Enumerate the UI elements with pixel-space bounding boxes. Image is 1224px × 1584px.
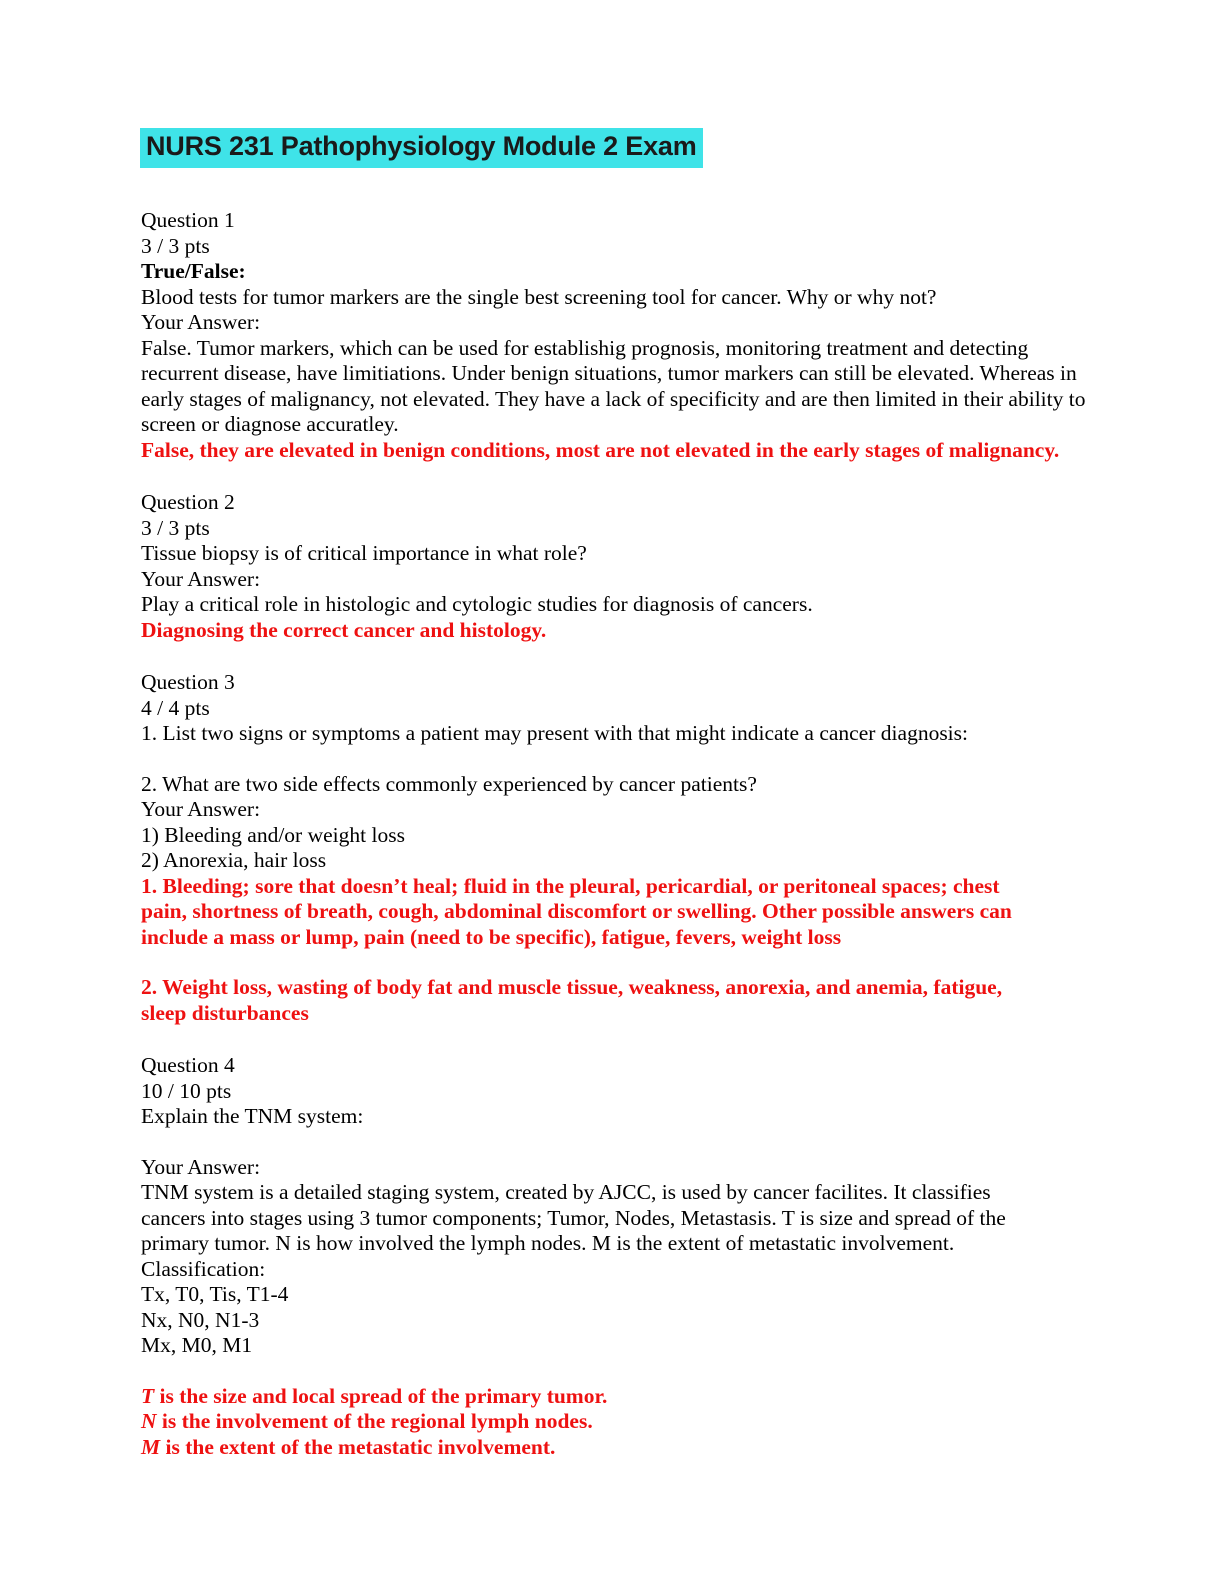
question-4-classification-m: Mx, M0, M1 bbox=[141, 1333, 253, 1357]
spacer bbox=[141, 950, 1061, 975]
question-3-number: Question 3 bbox=[141, 670, 235, 694]
question-1-correct-answer: False, they are elevated in benign conditions, most are not elevated in the early stages of malignancy. bbox=[141, 437, 1060, 462]
question-3-points: 4 / 4 pts bbox=[141, 695, 210, 720]
question-4-correct-answer-m bbox=[141, 1435, 1061, 1461]
question-3-student-answer-2: 2) Anorexia, hair loss bbox=[141, 848, 327, 872]
question-block-4 bbox=[141, 1053, 1061, 1460]
question-4-classification-n: Nx, N0, N1-3 bbox=[141, 1307, 260, 1332]
document-body bbox=[141, 208, 1086, 1460]
spacer bbox=[141, 747, 1061, 772]
question-1-number: Question 1 bbox=[141, 208, 235, 232]
tnm-m-letter: M bbox=[141, 1434, 161, 1459]
question-block-2 bbox=[141, 490, 1061, 643]
tnm-t-text: is the size and local spread of the primary tumor. bbox=[154, 1383, 608, 1408]
spacer bbox=[141, 643, 1061, 670]
tnm-t-letter: T bbox=[141, 1383, 155, 1408]
question-1-points: 3 / 3 pts bbox=[141, 233, 210, 258]
spacer bbox=[141, 1130, 1061, 1155]
question-block-1 bbox=[141, 208, 1086, 463]
question-3-correct-answer-2: 2. Weight loss, wasting of body fat and muscle tissue, weakness, anorexia, and anemia, fatigue, sleep disturbances bbox=[141, 975, 1003, 1025]
question-2-student-answer: Play a critical role in histologic and cytologic studies for diagnosis of cancers. bbox=[141, 592, 813, 616]
question-3-correct-answer-1: 1. Bleeding; sore that doesn’t heal; fluid in the pleural, pericardial, or peritoneal spaces; chest pain, shortness of breath, cough, abdominal discomfort or swelling. Other possible answers can include a mass or lump, pain (need to be specific), fatigue, fevers, weight loss bbox=[141, 873, 1012, 949]
question-4-student-answer: TNM system is a detailed staging system, created by AJCC, is used by cancer facilites. It classifies cancers into stages using 3 tumor components; Tumor, Nodes, Metastasis. T is size and spread of the primary tumor. N is how involved the lymph nodes. M is the extent of metastatic involvement. bbox=[141, 1180, 1006, 1255]
page-title-text: NURS 231 Pathophysiology Module 2 Exam bbox=[140, 128, 703, 168]
question-3-your-answer-label: Your Answer: bbox=[141, 797, 261, 821]
spacer bbox=[141, 1359, 1061, 1384]
question-block-3 bbox=[141, 670, 1061, 1026]
question-3-prompt-2: 2. What are two side effects commonly experienced by cancer patients? bbox=[141, 771, 757, 796]
question-1-student-answer: False. Tumor markers, which can be used for establishig prognosis, monitoring treatment and detecting recurrent disease, have limitiations. Under benign situations, tumor markers can still be elevated. Whereas in early stages of malignancy, not elevated. They have a lack of specificity and are then limited in their ability to screen or diagnose accuratley. bbox=[141, 335, 1086, 436]
question-2-correct-answer: Diagnosing the correct cancer and histology. bbox=[141, 617, 547, 642]
question-4-classification-label: Classification: bbox=[141, 1256, 266, 1281]
question-2-prompt: Tissue biopsy is of critical importance in what role? bbox=[141, 541, 587, 565]
question-1-your-answer-label: Your Answer: bbox=[141, 310, 261, 334]
question-2-points: 3 / 3 pts bbox=[141, 515, 210, 540]
spacer bbox=[141, 1026, 1061, 1053]
tnm-n-text: is the involvement of the regional lymph nodes. bbox=[156, 1409, 593, 1433]
tnm-n-letter: N bbox=[141, 1409, 157, 1433]
question-4-number: Question 4 bbox=[141, 1053, 235, 1077]
question-4-your-answer-label: Your Answer: bbox=[141, 1154, 261, 1179]
question-4-points: 10 / 10 pts bbox=[141, 1078, 232, 1103]
question-2-number: Question 2 bbox=[141, 490, 235, 514]
tnm-m-text: is the extent of the metastatic involvement. bbox=[160, 1434, 556, 1459]
question-4-prompt: Explain the TNM system: bbox=[141, 1104, 364, 1128]
spacer bbox=[141, 463, 1061, 490]
question-1-type-label: True/False: bbox=[141, 259, 246, 283]
question-1-prompt: Blood tests for tumor markers are the single best screening tool for cancer. Why or why not? bbox=[141, 284, 937, 309]
page-title bbox=[140, 128, 1090, 168]
question-2-your-answer-label: Your Answer: bbox=[141, 566, 261, 591]
question-4-correct-answer-n bbox=[141, 1409, 1061, 1435]
question-3-prompt-1: 1. List two signs or symptoms a patient may present with that might indicate a cancer diagnosis: bbox=[141, 721, 968, 745]
question-4-classification-t: Tx, T0, Tis, T1-4 bbox=[141, 1282, 289, 1306]
question-4-correct-answer-t bbox=[141, 1384, 1061, 1410]
question-3-student-answer-1: 1) Bleeding and/or weight loss bbox=[141, 822, 405, 847]
